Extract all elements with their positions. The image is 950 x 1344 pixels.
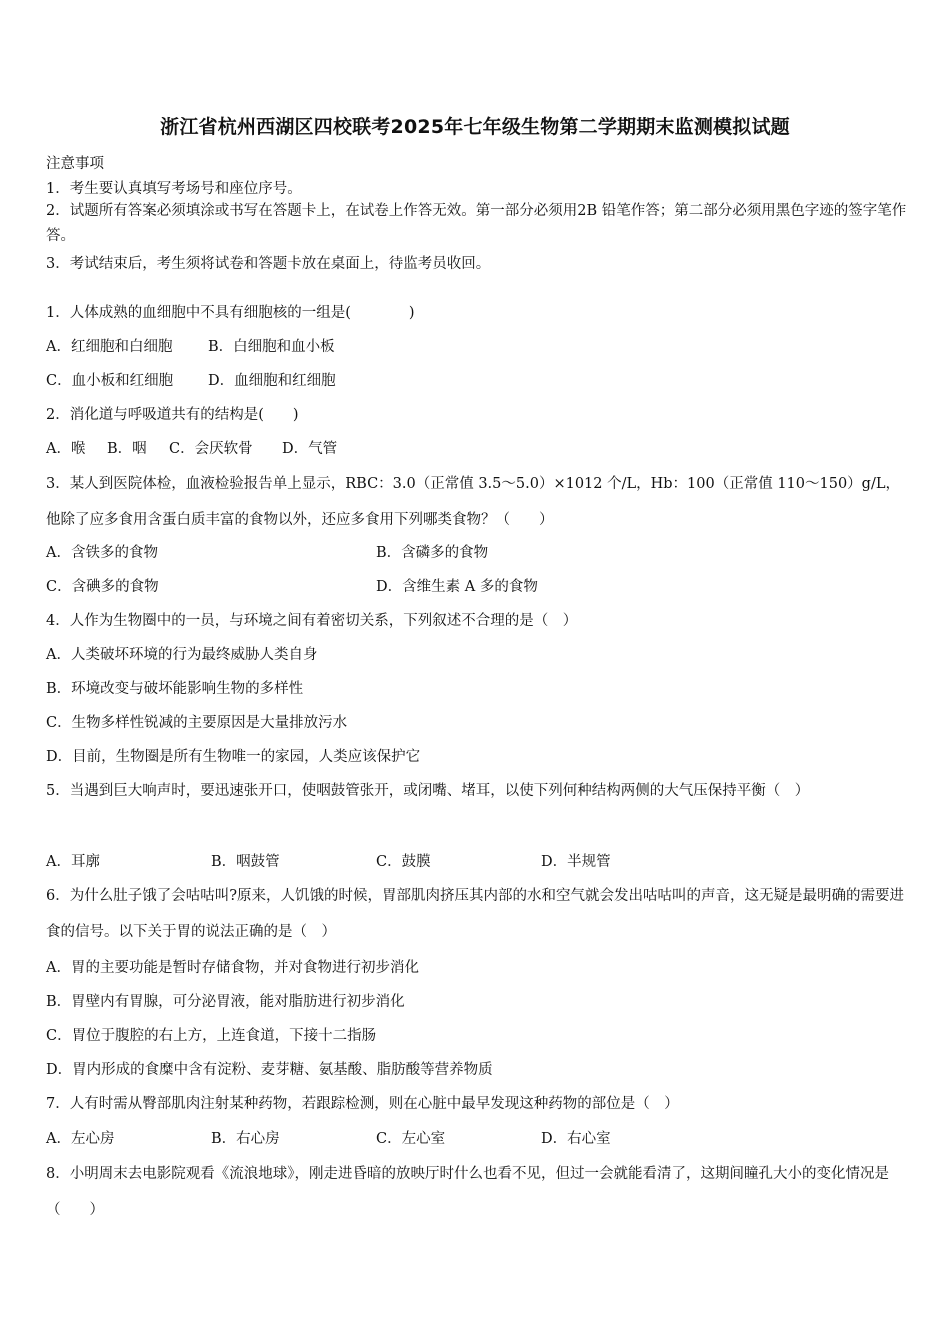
option: B．右心房 — [211, 1131, 280, 1147]
option: C．左心室 — [376, 1131, 446, 1147]
question-stem: 2．消化道与呼吸道共有的结构是( ) — [46, 407, 299, 423]
question-stem: 5．当遇到巨大响声时，要迅速张开口，使咽鼓管张开，或闭嘴、堵耳，以使下列何种结构两侧的大气压保持平衡（ ） — [46, 783, 810, 799]
option: C．血小板和红细胞 — [46, 373, 174, 389]
question-stem: 1．人体成熟的血细胞中不具有细胞核的一组是( ) — [46, 305, 415, 321]
option: B．咽鼓管 — [211, 854, 280, 870]
option: C．鼓膜 — [376, 854, 431, 870]
option: A．人类破坏环境的行为最终威胁人类自身 — [46, 647, 318, 663]
option: A．喉 — [46, 441, 86, 457]
question-stem: 8．小明周末去电影院观看《流浪地球》，刚走进昏暗的放映厅时什么也看不见，但过一会就能看清了，这期间瞳孔大小的变化情况是（ ） — [46, 1166, 889, 1218]
notice-heading: 注意事项 — [46, 156, 104, 172]
option: B．咽 — [107, 441, 147, 457]
option: D．胃内形成的食糜中含有淀粉、麦芽糖、氨基酸、脂肪酸等营养物质 — [46, 1062, 493, 1078]
question-stem: 3．某人到医院体检，血液检验报告单上显示，RBC：3.0（正常值 3.5～5.0）×1012 个/L，Hb：100（正常值 110～150）g/L，他除了应多食用含蛋白质丰富的食物以外，还应多食用下列哪类食物？（ ） — [46, 476, 900, 528]
option: D．半规管 — [541, 854, 611, 870]
option: C．含碘多的食物 — [46, 579, 159, 595]
option: B．胃壁内有胃腺，可分泌胃液，能对脂肪进行初步消化 — [46, 994, 405, 1010]
option: A．胃的主要功能是暂时存储食物，并对食物进行初步消化 — [46, 960, 419, 976]
option: D．气管 — [282, 441, 338, 457]
option: B．白细胞和血小板 — [208, 339, 335, 355]
option: C．胃位于腹腔的右上方，上连食道，下接十二指肠 — [46, 1028, 377, 1044]
option: B．含磷多的食物 — [376, 545, 489, 561]
notice-item: 2．试题所有答案必须填涂或书写在答题卡上，在试卷上作答无效。第一部分必须用2B 铅笔作答；第二部分必须用黑色字迹的签字笔作答。 — [46, 203, 907, 244]
option: C．会厌软骨 — [169, 441, 253, 457]
option: B．环境改变与破坏能影响生物的多样性 — [46, 681, 304, 697]
notice-item: 3．考试结束后，考生须将试卷和答题卡放在桌面上，待监考员收回。 — [46, 256, 491, 272]
option: D．血细胞和红细胞 — [208, 373, 336, 389]
option: D．目前，生物圈是所有生物唯一的家园，人类应该保护它 — [46, 749, 421, 765]
option: A．红细胞和白细胞 — [46, 339, 173, 355]
option: A．左心房 — [46, 1131, 115, 1147]
option: D．右心室 — [541, 1131, 611, 1147]
page-title: 浙江省杭州西湖区四校联考2025年七年级生物第二学期期末监测模拟试题 — [160, 116, 790, 138]
question-stem: 4．人作为生物圈中的一员，与环境之间有着密切关系，下列叙述不合理的是（ ） — [46, 613, 578, 629]
option: A．耳廓 — [46, 854, 100, 870]
question-stem: 7．人有时需从臀部肌肉注射某种药物，若跟踪检测，则在心脏中最早发现这种药物的部位是（ ） — [46, 1096, 679, 1112]
option: C．生物多样性锐减的主要原因是大量排放污水 — [46, 715, 348, 731]
option: A．含铁多的食物 — [46, 545, 158, 561]
notice-item: 1．考生要认真填写考场号和座位序号。 — [46, 181, 302, 197]
question-stem: 6．为什么肚子饿了会咕咕叫?原来，人饥饿的时候，胃部肌肉挤压其内部的水和空气就会发出咕咕叫的声音，这无疑是最明确的需要进食的信号。以下关于胃的说法正确的是（ ） — [46, 888, 904, 940]
option: D．含维生素 A 多的食物 — [376, 579, 538, 595]
